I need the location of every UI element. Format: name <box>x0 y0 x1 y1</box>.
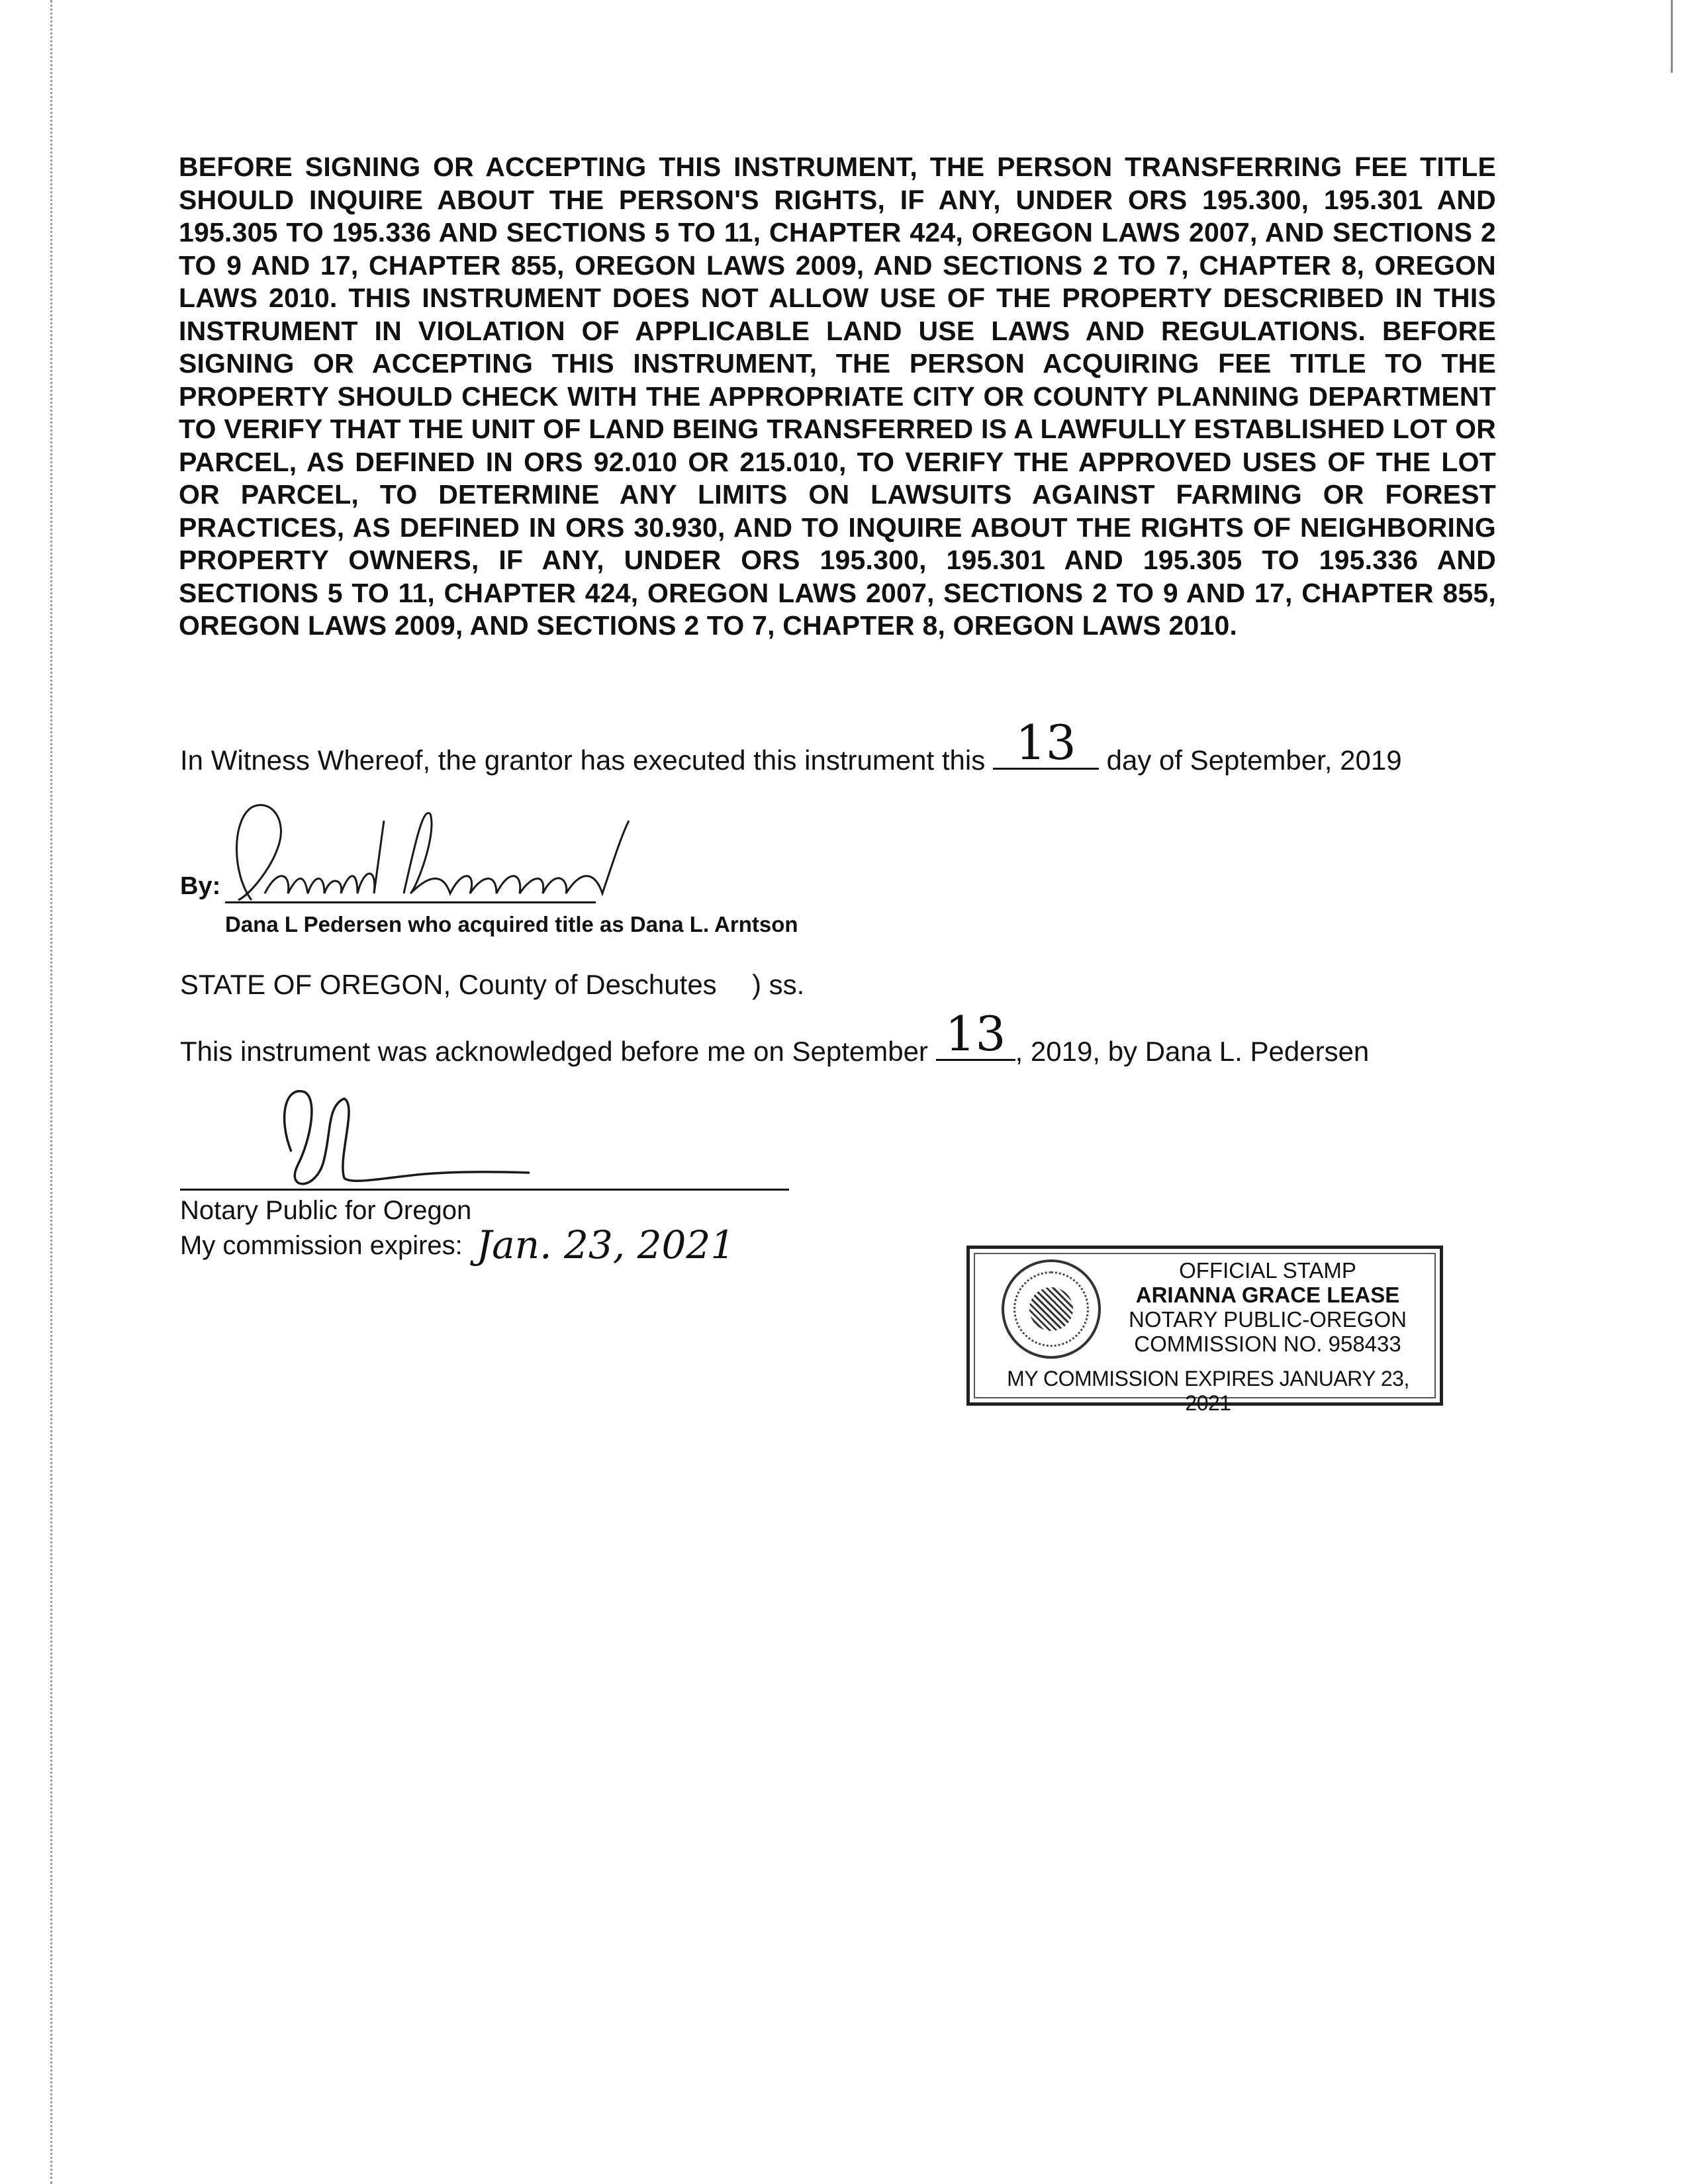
witness-line <box>180 715 1402 776</box>
scan-edge-right <box>1671 0 1673 73</box>
venue-line <box>180 969 804 1001</box>
commission-expires-handwritten: Jan. 23, 2021 <box>476 1222 735 1267</box>
grantor-signature-text: Dana L Pedersen <box>225 794 230 795</box>
acknowledgment-suffix: , 2019, by Dana L. Pedersen <box>1015 1036 1370 1067</box>
notary-title: Notary Public for Oregon <box>180 1196 472 1225</box>
stamp-heading: OFFICIAL STAMP <box>1179 1258 1356 1283</box>
official-notary-stamp <box>966 1246 1443 1415</box>
notary-block <box>180 1195 735 1267</box>
stamp-expiration: MY COMMISSION EXPIRES JANUARY 23, 2021 <box>1007 1367 1409 1415</box>
grantor-signature-line <box>225 901 596 903</box>
witness-day-blank <box>993 715 1099 770</box>
witness-suffix: day of September, 2019 <box>1106 745 1402 776</box>
stamp-commission-number: COMMISSION NO. 958433 <box>1134 1332 1401 1356</box>
stamp-text <box>1109 1258 1427 1356</box>
witness-prefix: In Witness Whereof, the grantor has executed this instrument this <box>180 745 986 776</box>
acknowledgment-day-handwritten: 13 <box>945 1006 1006 1062</box>
state-seal-icon <box>1002 1259 1101 1359</box>
venue-ss: ) ss. <box>752 969 805 1000</box>
acknowledgment-prefix: This instrument was acknowledged before me on September <box>180 1036 928 1067</box>
acknowledgment-line <box>180 1006 1370 1068</box>
stamp-notary-name: ARIANNA GRACE LEASE <box>1135 1283 1400 1307</box>
witness-day-handwritten: 13 <box>1015 715 1076 770</box>
commission-expires-row <box>180 1222 735 1267</box>
stamp-notary-title: NOTARY PUBLIC-OREGON <box>1129 1307 1407 1332</box>
notary-signature <box>252 1079 556 1198</box>
state-county: STATE OF OREGON, County of Deschutes <box>180 969 717 1000</box>
signer-caption: Dana L Pedersen who acquired title as Dana L. Arntson <box>225 912 798 936</box>
scan-edge-left <box>50 0 52 2184</box>
by-label: By: <box>180 872 221 900</box>
acknowledgment-day-blank <box>936 1006 1015 1062</box>
commission-label: My commission expires: <box>180 1231 463 1260</box>
land-use-disclaimer: BEFORE SIGNING OR ACCEPTING THIS INSTRUMENT, THE PERSON TRANSFERRING FEE TITLE SHOULD INQUIRE ABOUT THE PERSON'S RIGHTS, IF ANY, UNDER ORS 195.300, 195.301 AND 195.305 TO 195.336 AND SECTIONS 5 TO 11, CHAPTER 424, OREGON LAWS 2007, AND SECTIONS 2 TO 9 AND 17, CHAPTER 855, OREGON LAWS 2009, AND SECTIONS 2 TO 7, CHAPTER 8, OREGON LAWS 2010. THIS INSTRUMENT DOES NOT ALLOW USE OF THE PROPERTY DESCRIBED IN THIS INSTRUMENT IN VIOLATION OF APPLICABLE LAND USE LAWS AND REGULATIONS. BEFORE SIGNING OR ACCEPTING THIS INSTRUMENT, THE PERSON ACQUIRING FEE TITLE TO THE PROPERTY SHOULD CHECK WITH THE APPROPRIATE CITY OR COUNTY PLANNING DEPARTMENT TO VERIFY THAT THE UNIT OF LAND BEING TRANSFERRED IS A LAWFULLY ESTABLISHED LOT OR PARCEL, AS DEFINED IN ORS 92.010 OR 215.010, TO VERIFY THE APPROVED USES OF THE LOT OR PARCEL, TO DETERMINE ANY LIMITS ON LAWSUITS AGAINST FARMING OR FOREST PRACTICES, AS DEFINED IN ORS 30.930, AND TO INQUIRE ABOUT THE RIGHTS OF NEIGHBORING PROPERTY OWNERS, IF ANY, UNDER ORS 195.300, 195.301 AND 195.305 TO 195.336 AND SECTIONS 5 TO 11, CHAPTER 424, OREGON LAWS 2007, SECTIONS 2 TO 9 AND 17, CHAPTER 855, OREGON LAWS 2009, AND SECTIONS 2 TO 7, CHAPTER 8, OREGON LAWS 2010. <box>179 152 1496 641</box>
notary-signature-line <box>180 1189 789 1191</box>
